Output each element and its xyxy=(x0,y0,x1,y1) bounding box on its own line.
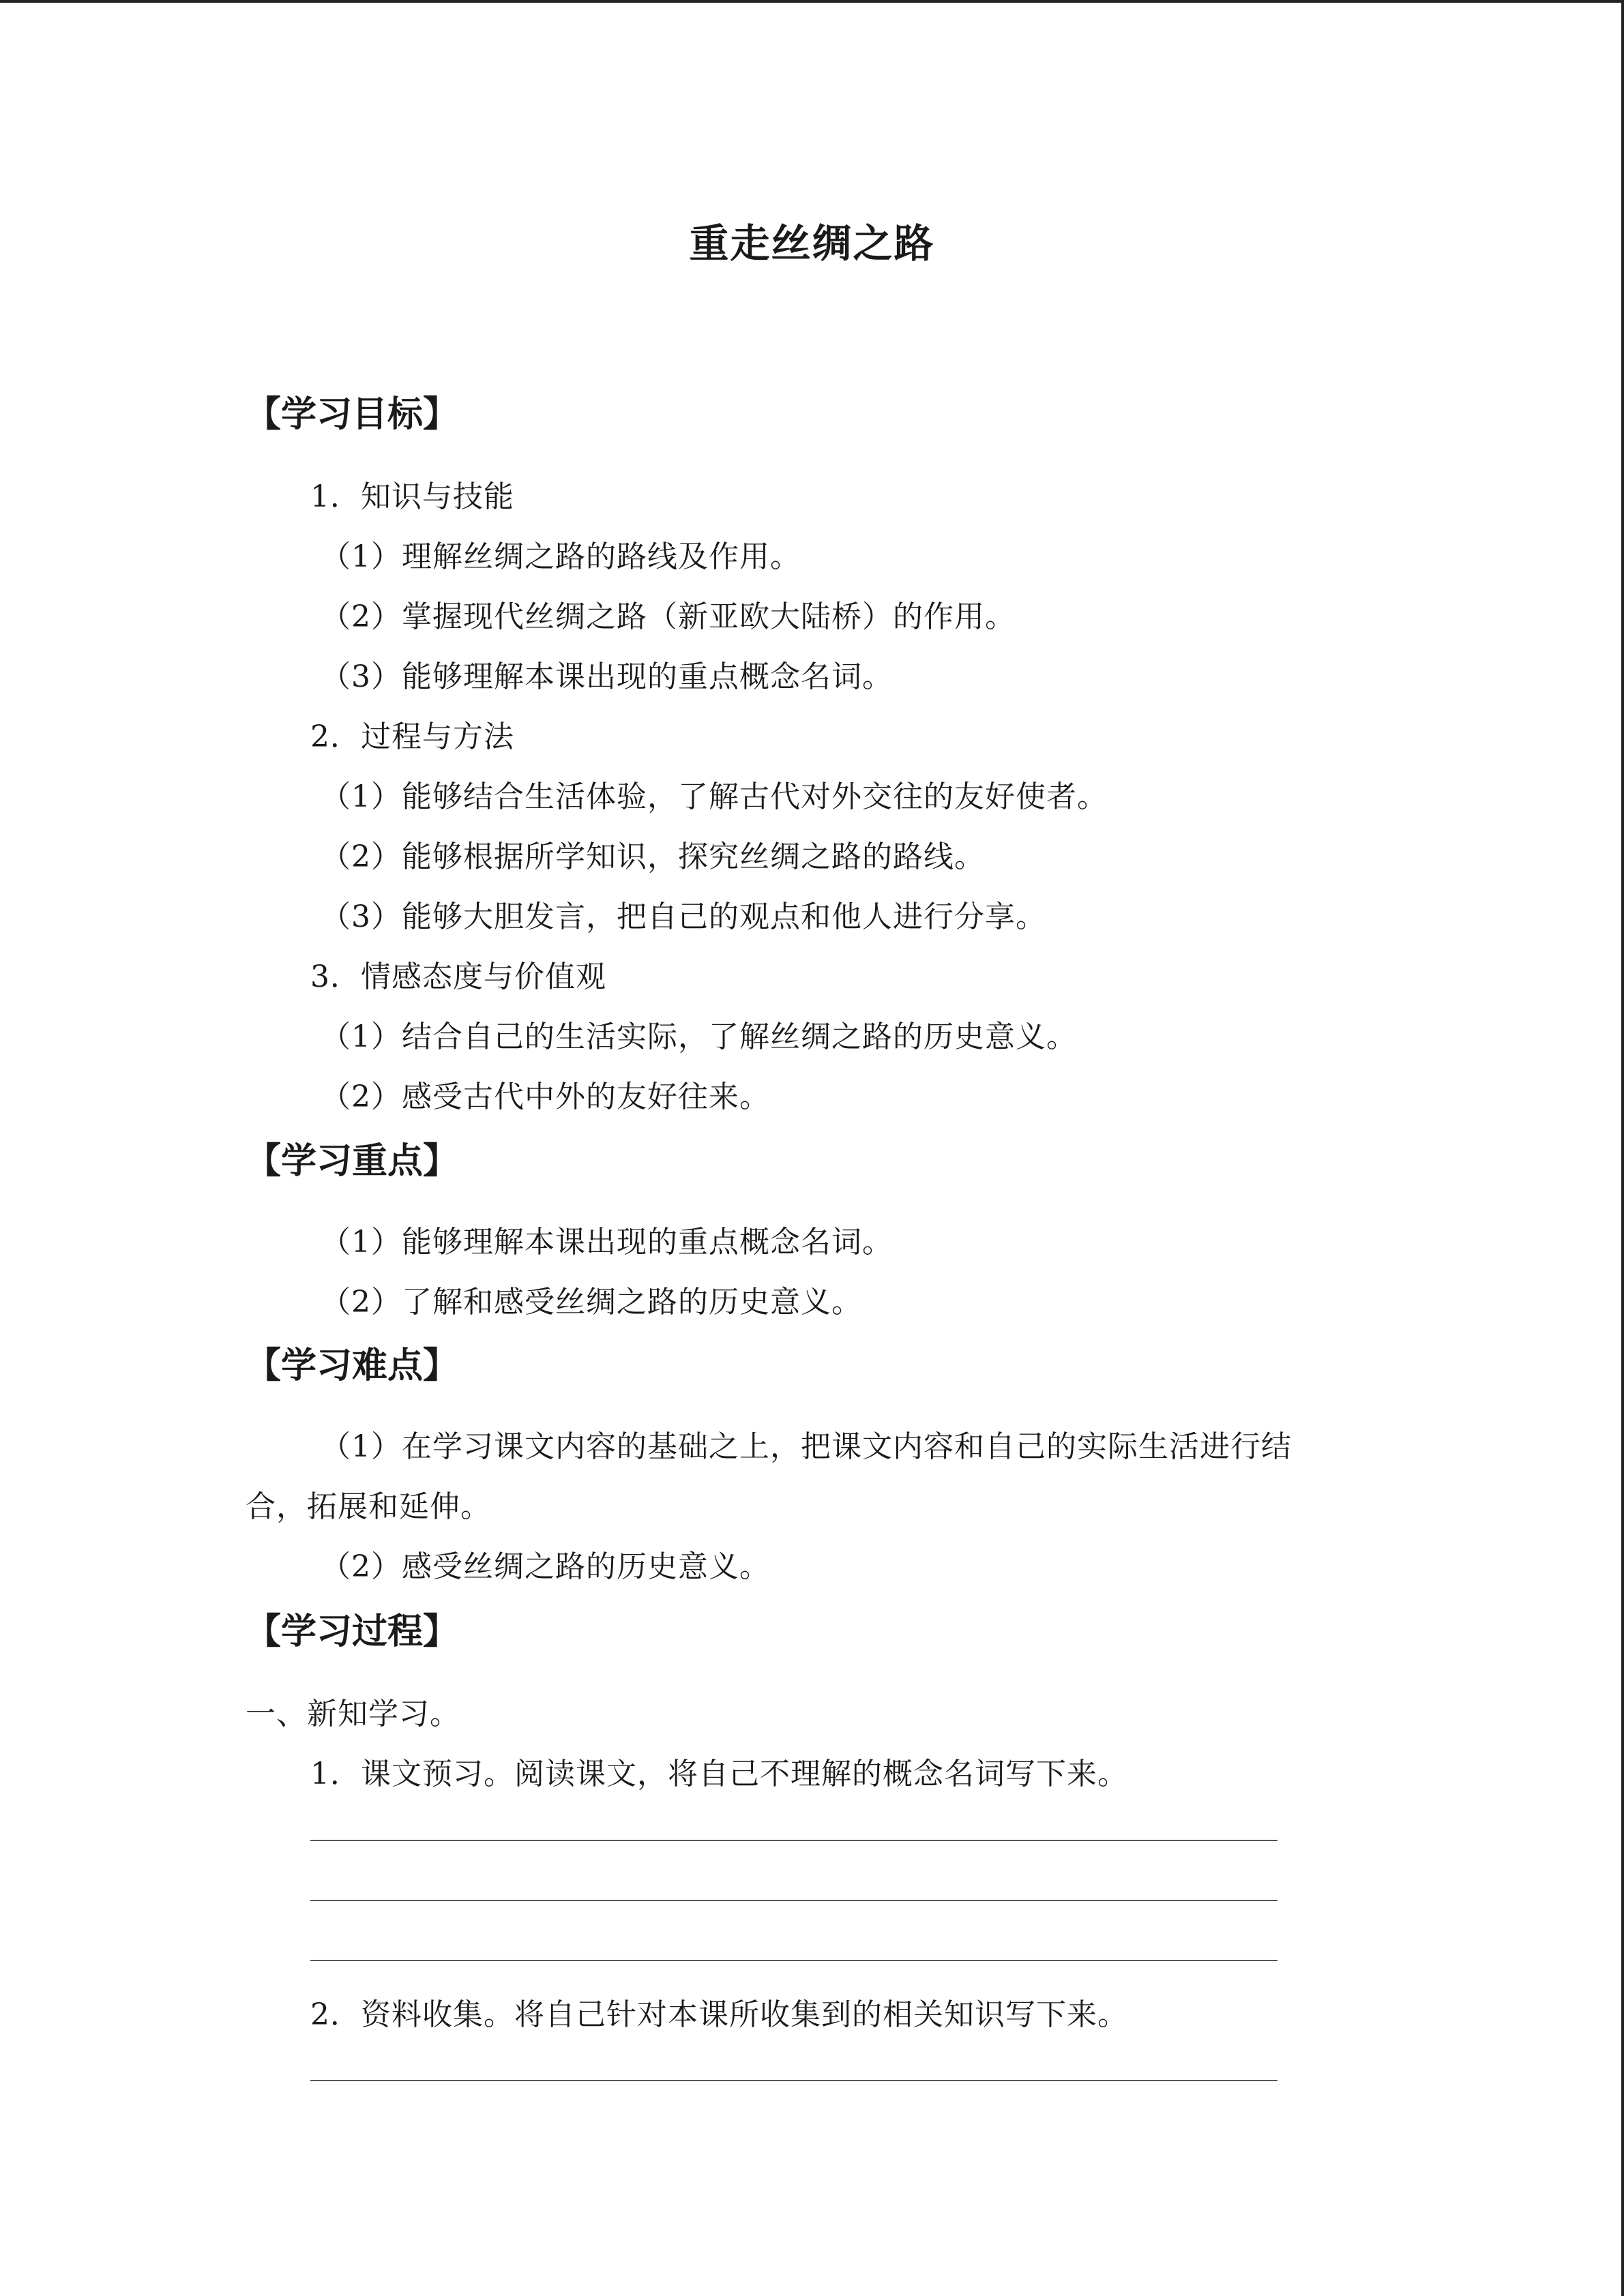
process-part-1: 一、新知学习。 xyxy=(246,1697,460,1731)
difficulties-heading: 【学习难点】 xyxy=(246,1345,459,1386)
objective-emotion-2: （2）感受古代中外的友好往来。 xyxy=(321,1079,770,1114)
difficulty-2: （2）感受丝绸之路的历史意义。 xyxy=(321,1549,770,1584)
difficulty-1-line-1: （1）在学习课文内容的基础之上，把课文内容和自己的实际生活进行结 xyxy=(321,1429,1292,1464)
answer-line-1[interactable] xyxy=(310,1840,1278,1841)
objective-process-title: 2．过程与方法 xyxy=(310,719,514,754)
objectives-heading: 【学习目标】 xyxy=(246,394,459,435)
answer-line-4[interactable] xyxy=(310,2080,1278,2081)
objective-emotion-title: 3．情感态度与价值观 xyxy=(310,959,606,994)
process-task-1: 1．课文预习。阅读课文，将自己不理解的概念名词写下来。 xyxy=(310,1757,1128,1791)
objective-knowledge-1: （1）理解丝绸之路的路线及作用。 xyxy=(321,539,801,574)
key-point-1: （1）能够理解本课出现的重点概念名词。 xyxy=(321,1225,893,1259)
objective-emotion-1: （1）结合自己的生活实际，了解丝绸之路的历史意义。 xyxy=(321,1019,1077,1054)
process-heading: 【学习过程】 xyxy=(246,1611,459,1652)
difficulty-1-line-2: 合，拓展和延伸。 xyxy=(246,1489,491,1524)
page-right-border xyxy=(1621,0,1624,2296)
objective-process-3: （3）能够大胆发言，把自己的观点和他人进行分享。 xyxy=(321,899,1046,934)
page-top-border xyxy=(0,0,1624,3)
answer-line-3[interactable] xyxy=(310,1960,1278,1961)
objective-process-2: （2）能够根据所学知识，探究丝绸之路的路线。 xyxy=(321,839,985,874)
answer-line-2[interactable] xyxy=(310,1900,1278,1901)
key-points-heading: 【学习重点】 xyxy=(246,1141,459,1182)
process-task-2: 2．资料收集。将自己针对本课所收集到的相关知识写下来。 xyxy=(310,1997,1128,2032)
objective-process-1: （1）能够结合生活体验，了解古代对外交往的友好使者。 xyxy=(321,779,1108,814)
objective-knowledge-title: 1．知识与技能 xyxy=(310,479,514,514)
key-point-2: （2）了解和感受丝绸之路的历史意义。 xyxy=(321,1285,862,1320)
objective-knowledge-3: （3）能够理解本课出现的重点概念名词。 xyxy=(321,659,893,694)
page-title: 重走丝绸之路 xyxy=(689,220,935,267)
objective-knowledge-2: （2）掌握现代丝绸之路（新亚欧大陆桥）的作用。 xyxy=(321,599,1016,634)
